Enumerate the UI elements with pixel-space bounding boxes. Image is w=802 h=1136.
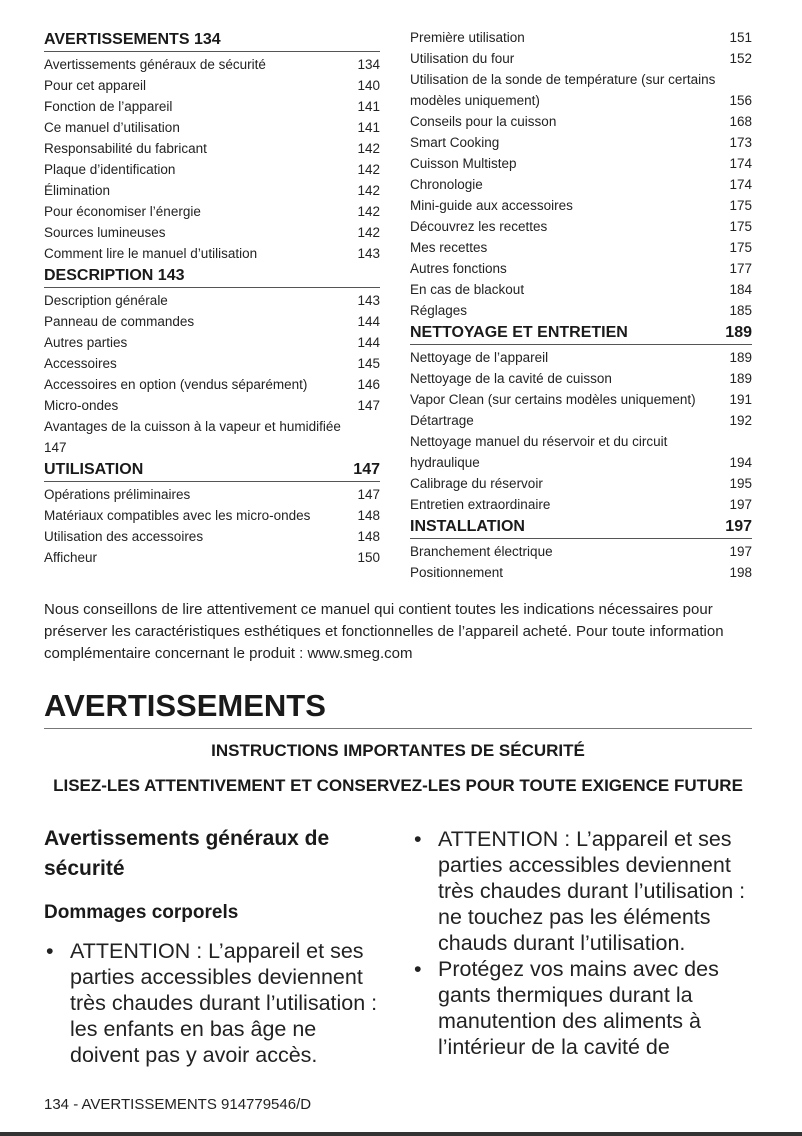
toc-entry-title: Accessoires bbox=[44, 356, 117, 371]
toc-entry[interactable] bbox=[44, 547, 380, 568]
toc-entry-page: 156 bbox=[729, 93, 752, 108]
toc-entry[interactable] bbox=[410, 216, 752, 237]
toc-entry-title: En cas de blackout bbox=[410, 282, 525, 297]
toc-section-title: DESCRIPTION 143 bbox=[44, 267, 185, 284]
toc-entry[interactable] bbox=[44, 159, 380, 180]
toc-entry-page: 142 bbox=[357, 141, 380, 156]
toc-entry-title: Avertissements généraux de sécurité bbox=[44, 57, 266, 72]
toc-entry-title: Panneau de commandes bbox=[44, 314, 195, 329]
toc-entry[interactable] bbox=[410, 300, 752, 321]
toc-entry-title: Élimination bbox=[44, 183, 111, 198]
toc-entry-page: 189 bbox=[729, 371, 752, 386]
bullet-list-left bbox=[44, 938, 389, 1068]
toc-entry-page: 141 bbox=[357, 120, 380, 135]
toc-entry-page: 184 bbox=[729, 282, 752, 297]
toc-entry[interactable] bbox=[44, 222, 380, 243]
toc-entry-title: Réglages bbox=[410, 303, 468, 318]
toc-entry-page: 151 bbox=[729, 30, 752, 45]
bullet-list-right bbox=[412, 826, 757, 1060]
toc-entry-page: 175 bbox=[729, 219, 752, 234]
toc-entry[interactable] bbox=[410, 431, 752, 473]
toc-section-title: NETTOYAGE ET ENTRETIEN bbox=[410, 324, 628, 341]
toc-entry-page: 143 bbox=[357, 246, 380, 261]
toc-entry-title: Nettoyage de la cavité de cuisson bbox=[410, 371, 612, 386]
toc-entry-page: 144 bbox=[357, 314, 380, 329]
toc-entry[interactable] bbox=[44, 332, 380, 353]
toc-entry[interactable] bbox=[410, 69, 752, 111]
footer-bar bbox=[0, 1132, 802, 1136]
toc-entry-title: Mes recettes bbox=[410, 240, 488, 255]
toc-entry-page: 185 bbox=[729, 303, 752, 318]
toc-entry-title: Comment lire le manuel d’utilisation bbox=[44, 246, 258, 261]
toc-entry-page: 140 bbox=[357, 78, 380, 93]
toc-entry-page: 168 bbox=[729, 114, 752, 129]
toc-entry-page: 175 bbox=[729, 198, 752, 213]
toc-entry-title: Mini-guide aux accessoires bbox=[410, 198, 573, 213]
toc-entry-page: 152 bbox=[729, 51, 752, 66]
toc-entry[interactable] bbox=[410, 347, 752, 368]
toc-entry-page: 142 bbox=[357, 162, 380, 177]
important-heading: INSTRUCTIONS IMPORTANTES DE SÉCURITÉ bbox=[211, 741, 585, 760]
toc-entry-page: 177 bbox=[729, 261, 752, 276]
bullet-item: • Protégez vos mains avec des gants thermiques durant la manutention des aliments à l’intérieur de la cavité de bbox=[412, 956, 757, 1060]
toc-entry[interactable] bbox=[44, 96, 380, 117]
toc-entry-page: 173 bbox=[729, 135, 752, 150]
toc-section-heading[interactable] bbox=[44, 28, 380, 52]
toc-entry-title: Plaque d’identification bbox=[44, 162, 176, 177]
toc-entry[interactable] bbox=[410, 111, 752, 132]
toc-entry-title: Découvrez les recettes bbox=[410, 219, 548, 234]
toc-entry-title: Micro-ondes bbox=[44, 398, 119, 413]
toc-entry-page: 174 bbox=[729, 177, 752, 192]
toc-entry-page: 197 bbox=[729, 544, 752, 559]
bullet-item: • ATTENTION : L’appareil et ses parties accessibles deviennent très chaudes durant l’utilisation : ne touchez pas les éléments chauds durant l’utilisation. bbox=[412, 826, 757, 956]
body-left-column bbox=[44, 824, 389, 1068]
toc-entry-page: 189 bbox=[729, 350, 752, 365]
toc-entry-page: 147 bbox=[357, 487, 380, 502]
toc-entry[interactable] bbox=[410, 562, 752, 583]
toc-section-title: AVERTISSEMENTS 134 bbox=[44, 31, 221, 48]
toc-entry-title: Utilisation des accessoires bbox=[44, 529, 204, 544]
toc-entry[interactable] bbox=[44, 54, 380, 75]
toc-entry[interactable] bbox=[44, 416, 380, 458]
toc-entry-title: Nettoyage de l’appareil bbox=[410, 350, 549, 365]
toc-left bbox=[44, 28, 380, 568]
toc-entry-page: 141 bbox=[357, 99, 380, 114]
toc-entry[interactable] bbox=[410, 279, 752, 300]
toc-entry-title: Détartrage bbox=[410, 413, 474, 428]
toc-entry[interactable] bbox=[410, 27, 752, 48]
toc-entry-title: Nettoyage manuel du réservoir et du circuit hydraulique bbox=[410, 434, 668, 470]
toc-section-heading[interactable] bbox=[44, 458, 380, 482]
toc-entry[interactable] bbox=[410, 237, 752, 258]
toc-entry[interactable] bbox=[44, 353, 380, 374]
toc-entry[interactable] bbox=[44, 201, 380, 222]
toc-entry[interactable] bbox=[410, 258, 752, 279]
toc-entry-title: Calibrage du réservoir bbox=[410, 476, 543, 491]
toc-entry-title: Vapor Clean (sur certains modèles uniquement) bbox=[410, 392, 696, 407]
toc-section-heading[interactable] bbox=[410, 321, 752, 345]
toc-entry-title: Fonction de l’appareil bbox=[44, 99, 173, 114]
toc-entry-page: 195 bbox=[729, 476, 752, 491]
toc-entry[interactable] bbox=[410, 541, 752, 562]
toc-entry-title: Branchement électrique bbox=[410, 544, 553, 559]
toc-entry-title: Responsabilité du fabricant bbox=[44, 141, 207, 156]
toc-entry-page: 174 bbox=[729, 156, 752, 171]
toc-entry-page: 145 bbox=[357, 356, 380, 371]
toc-entry-title: Opérations préliminaires bbox=[44, 487, 191, 502]
toc-entry[interactable] bbox=[410, 473, 752, 494]
toc-entry-page: 194 bbox=[729, 455, 752, 470]
toc-entry-title: Matériaux compatibles avec les micro-ondes bbox=[44, 508, 311, 523]
section-title: Avertissements généraux de sécurité bbox=[44, 827, 330, 880]
toc-entry-page: 191 bbox=[729, 392, 752, 407]
toc-entry-title: Pour cet appareil bbox=[44, 78, 147, 93]
toc-section-page: 197 bbox=[725, 518, 752, 535]
toc-entry-page: 150 bbox=[357, 550, 380, 565]
toc-entry[interactable] bbox=[44, 138, 380, 159]
toc-entry-title: Utilisation de la sonde de température (sur certains modèles uniquement) bbox=[410, 72, 716, 108]
toc-entry-page: 134 bbox=[357, 57, 380, 72]
toc-entry[interactable] bbox=[44, 484, 380, 505]
toc-entry-title: Positionnement bbox=[410, 565, 504, 580]
toc-entry-title: Sources lumineuses bbox=[44, 225, 166, 240]
toc-entry-page: 147 bbox=[357, 398, 380, 413]
toc-entry-page: 197 bbox=[729, 497, 752, 512]
toc-entry-page: 148 bbox=[357, 529, 380, 544]
toc-entry[interactable] bbox=[410, 368, 752, 389]
intro-paragraph: Nous conseillons de lire attentivement ce manuel qui contient toutes les indications nécessaires pour préserver les caractéristiques esthétiques et fonctionnelles de l’appareil acheté. Pour toute information complémentaire concernant le produit : www.smeg.com bbox=[44, 601, 724, 662]
toc-entry[interactable] bbox=[44, 243, 380, 264]
toc-entry[interactable] bbox=[410, 410, 752, 431]
toc-entry-page: 175 bbox=[729, 240, 752, 255]
toc-entry[interactable] bbox=[44, 374, 380, 395]
toc-entry-title: Chronologie bbox=[410, 177, 483, 192]
toc-section-title: INSTALLATION bbox=[410, 518, 525, 535]
toc-entry-title: Pour économiser l’énergie bbox=[44, 204, 201, 219]
toc-entry-title: Avantages de la cuisson à la vapeur et humidifiée bbox=[44, 419, 341, 434]
toc-entry[interactable] bbox=[410, 132, 752, 153]
toc-entry[interactable] bbox=[410, 174, 752, 195]
toc-entry-title: Accessoires en option (vendus séparément) bbox=[44, 377, 308, 392]
toc-entry[interactable] bbox=[44, 526, 380, 547]
subsection-title: Dommages corporels bbox=[44, 902, 239, 923]
toc-entry-page: 147 bbox=[44, 440, 67, 455]
toc-section-heading[interactable] bbox=[44, 264, 380, 288]
bullet-item: • ATTENTION : L’appareil et ses parties accessibles deviennent très chaudes durant l’utilisation : les enfants en bas âge ne doivent pas y avoir accès. bbox=[44, 938, 389, 1068]
toc-entry-title: Utilisation du four bbox=[410, 51, 515, 66]
toc-entry[interactable] bbox=[410, 494, 752, 515]
toc-entry-title: Conseils pour la cuisson bbox=[410, 114, 557, 129]
page-footer: 134 - AVERTISSEMENTS 914779546/D bbox=[44, 1096, 312, 1113]
toc-entry[interactable] bbox=[44, 75, 380, 96]
toc-entry-page: 144 bbox=[357, 335, 380, 350]
toc-entry-title: Description générale bbox=[44, 293, 168, 308]
toc-entry-title: Afficheur bbox=[44, 550, 98, 565]
toc-entry-page: 198 bbox=[729, 565, 752, 580]
toc-entry-page: 146 bbox=[357, 377, 380, 392]
toc-section-page: 189 bbox=[725, 324, 752, 341]
toc-entry[interactable] bbox=[44, 117, 380, 138]
chapter-title: AVERTISSEMENTS bbox=[44, 686, 752, 729]
toc-entry[interactable] bbox=[44, 290, 380, 311]
toc-entry[interactable] bbox=[410, 153, 752, 174]
toc-entry-title: Ce manuel d’utilisation bbox=[44, 120, 180, 135]
important-subheading: LISEZ-LES ATTENTIVEMENT ET CONSERVEZ-LES POUR TOUTE EXIGENCE FUTURE bbox=[53, 776, 743, 795]
toc-entry[interactable] bbox=[44, 505, 380, 526]
toc-entry-page: 192 bbox=[729, 413, 752, 428]
toc-entry-title: Autres parties bbox=[44, 335, 128, 350]
toc-entry-title: Cuisson Multistep bbox=[410, 156, 517, 171]
toc-right bbox=[410, 27, 752, 583]
toc-entry-title: Première utilisation bbox=[410, 30, 525, 45]
body-right-column bbox=[412, 826, 757, 1060]
toc-entry[interactable] bbox=[410, 195, 752, 216]
toc-section-page: 147 bbox=[353, 461, 380, 478]
toc-entry[interactable] bbox=[44, 180, 380, 201]
toc-entry-page: 148 bbox=[357, 508, 380, 523]
toc-entry[interactable] bbox=[44, 395, 380, 416]
toc-entry-page: 142 bbox=[357, 225, 380, 240]
toc-entry-page: 143 bbox=[357, 293, 380, 308]
toc-entry-title: Smart Cooking bbox=[410, 135, 500, 150]
toc-section-heading[interactable] bbox=[410, 515, 752, 539]
toc-entry-title: Autres fonctions bbox=[410, 261, 507, 276]
toc-entry-title: Entretien extraordinaire bbox=[410, 497, 551, 512]
toc-entry-page: 142 bbox=[357, 204, 380, 219]
toc-entry[interactable] bbox=[410, 48, 752, 69]
toc-entry[interactable] bbox=[44, 311, 380, 332]
toc-entry-page: 142 bbox=[357, 183, 380, 198]
toc-entry[interactable] bbox=[410, 389, 752, 410]
toc-section-title: UTILISATION bbox=[44, 461, 144, 478]
